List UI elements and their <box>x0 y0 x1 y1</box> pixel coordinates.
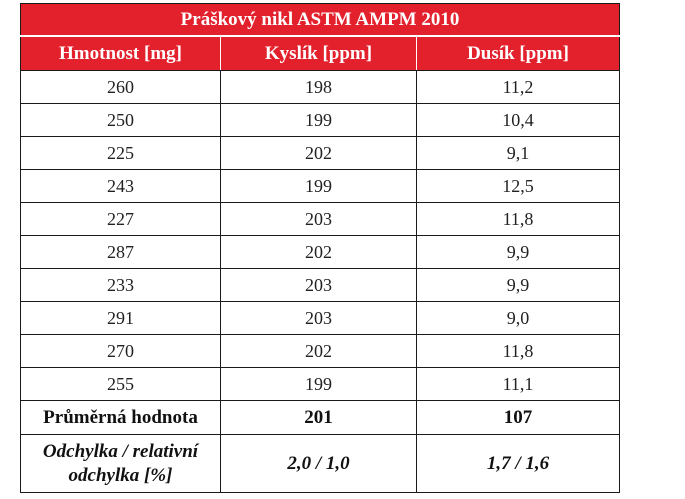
cell-oxygen: 203 <box>221 203 417 236</box>
cell-nitrogen: 9,9 <box>417 236 620 269</box>
table-row <box>21 236 620 269</box>
cell-mass: 287 <box>21 236 221 269</box>
cell-mass: 225 <box>21 137 221 170</box>
table-row <box>21 368 620 401</box>
cell-oxygen: 199 <box>221 368 417 401</box>
average-oxygen: 201 <box>221 401 417 435</box>
average-nitrogen: 107 <box>417 401 620 435</box>
cell-mass: 255 <box>21 368 221 401</box>
cell-nitrogen: 9,0 <box>417 302 620 335</box>
table-title-row <box>21 4 620 37</box>
cell-nitrogen: 11,2 <box>417 71 620 104</box>
cell-oxygen: 202 <box>221 236 417 269</box>
deviation-row <box>21 435 620 493</box>
cell-oxygen: 202 <box>221 137 417 170</box>
deviation-oxygen: 2,0 / 1,0 <box>221 435 417 493</box>
average-label: Průměrná hodnota <box>21 401 221 435</box>
column-header-row <box>21 36 620 71</box>
cell-mass: 227 <box>21 203 221 236</box>
nickel-powder-table <box>20 3 620 493</box>
table-row <box>21 203 620 236</box>
deviation-label-line2: odchylka [%] <box>68 464 173 486</box>
table-row <box>21 104 620 137</box>
table-row <box>21 269 620 302</box>
table-row <box>21 71 620 104</box>
cell-oxygen: 203 <box>221 269 417 302</box>
table-row <box>21 335 620 368</box>
cell-nitrogen: 9,9 <box>417 269 620 302</box>
header-mass: Hmotnost [mg] <box>21 36 221 71</box>
deviation-nitrogen: 1,7 / 1,6 <box>417 435 620 493</box>
header-nitrogen: Dusík [ppm] <box>417 36 620 71</box>
data-table-container <box>20 3 619 493</box>
cell-mass: 291 <box>21 302 221 335</box>
header-oxygen: Kyslík [ppm] <box>221 36 417 71</box>
cell-nitrogen: 10,4 <box>417 104 620 137</box>
deviation-label-line1: Odchylka / relativní <box>42 440 199 462</box>
cell-mass: 260 <box>21 71 221 104</box>
cell-mass: 250 <box>21 104 221 137</box>
cell-oxygen: 202 <box>221 335 417 368</box>
deviation-label <box>21 435 221 493</box>
cell-nitrogen: 11,8 <box>417 335 620 368</box>
cell-oxygen: 198 <box>221 71 417 104</box>
cell-mass: 243 <box>21 170 221 203</box>
table-row <box>21 137 620 170</box>
cell-nitrogen: 11,8 <box>417 203 620 236</box>
table-row <box>21 302 620 335</box>
average-row <box>21 401 620 435</box>
cell-mass: 270 <box>21 335 221 368</box>
table-row <box>21 170 620 203</box>
cell-oxygen: 199 <box>221 104 417 137</box>
cell-nitrogen: 12,5 <box>417 170 620 203</box>
cell-nitrogen: 9,1 <box>417 137 620 170</box>
cell-oxygen: 203 <box>221 302 417 335</box>
cell-mass: 233 <box>21 269 221 302</box>
cell-oxygen: 199 <box>221 170 417 203</box>
table-title: Práškový nikl ASTM AMPM 2010 <box>21 4 620 37</box>
cell-nitrogen: 11,1 <box>417 368 620 401</box>
